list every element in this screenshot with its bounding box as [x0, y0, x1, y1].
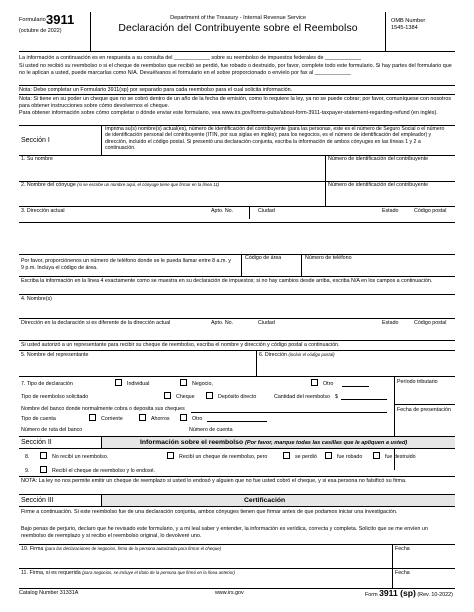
divider [19, 476, 455, 477]
divider [19, 294, 455, 295]
divider [301, 254, 302, 276]
divider [256, 350, 257, 376]
refund-amount-blank[interactable] [341, 399, 387, 400]
form-title-block [91, 12, 385, 52]
individual-checkbox[interactable] [115, 379, 122, 386]
line-3-city-label: Ciudad [258, 208, 275, 214]
other-account-checkbox[interactable] [180, 414, 187, 421]
section-1-instructions: Imprima su(s) nombre(s) actual(es), número de identificación del contribuyente (para las personas, este es el número de Seguro Social o el número de identificación personal del contribuyente (ITIN, por sus siglas en inglés); para los negocios, es el número de identificación del empleador) y dirección, incluido el código postal. Si presentó una declaración conjunta, escriba la información de ambos cónyuges en las líneas 1 y 2 a continuación. [105, 126, 445, 152]
tax-period-label: Período tributario [397, 379, 438, 385]
line-3-address-label: 3. Dirección actual [21, 208, 65, 214]
business-checkbox[interactable] [180, 379, 187, 386]
destroyed-label: fue destruido [385, 454, 416, 460]
individual-option-label: Individual [127, 381, 150, 387]
stolen-checkbox[interactable] [325, 452, 332, 459]
stolen-label: fue robado [337, 454, 363, 460]
other-return-checkbox[interactable] [311, 379, 318, 386]
divider [19, 506, 455, 507]
return-address-label: Dirección en la declaración si es diferente de la dirección actual [21, 320, 171, 326]
form-header [19, 12, 455, 52]
checking-checkbox[interactable] [89, 414, 96, 421]
check-option-label: Cheque [176, 394, 195, 400]
form-date: (octubre de 2022) [19, 28, 62, 34]
line-10-date-label: Fecha [395, 546, 410, 552]
section-3-heading: Sección III [21, 497, 54, 504]
line-3-zip-label: Código postal [414, 208, 447, 214]
divider [241, 254, 242, 276]
lost-label: se perdió [295, 454, 317, 460]
divider [101, 436, 102, 448]
section-2-note: NOTA: La ley no nos permite emitir un cheque de reemplazo si usted lo endosó y alguien que no fue usted cobró el cheque, y si esa persona no falsificó su firma. [21, 478, 407, 484]
return-state-label: Estado [382, 320, 399, 326]
form-title: Declaración del Contribuyente sobre el Reembolso [118, 22, 358, 34]
divider [19, 350, 455, 351]
no-refund-checkbox[interactable] [40, 452, 47, 459]
section-3-text-1: Firme a continuación. Si este reembolso fue de una declaración conjunta, ambos cónyuges tienen que firmar antes de que podamos iniciar una investigación. [21, 509, 398, 515]
line-8-number: 8. [25, 454, 30, 460]
intro-note-1: Nota: Debe completar un Formulario 3911(sp) por separado para cada reembolso para el cual solicita información. [19, 87, 293, 93]
line-4-names-label: 4. Nombre(s) [21, 296, 52, 302]
other-return-blank[interactable] [342, 386, 369, 387]
line-6-address-label: 6. Dirección (incluir el código postal) [259, 352, 335, 358]
agency-name: Department of the Treasury - Internal Revenue Service [170, 15, 306, 21]
form-number: 3911 [46, 12, 75, 27]
representative-instructions: Si usted autorizó a un representante para recibir su cheque de reembolso, escriba el nombre y dirección y código postal a continuación. [21, 342, 340, 348]
divider [19, 568, 455, 569]
endorsed-checkbox[interactable] [40, 466, 47, 473]
intro-line-2: Si usted no recibió su reembolso o si el cheque de reembolso que recibió se perdió, fue robado o destruido, por favor, complete todo este formulario. Si hay partes del formulario que no le aplican a usted, puede marcarlas como N/A. Devuélvanos el formulario en el sobre proporcionado o envíelo por fax al ____________ [19, 63, 452, 76]
return-apt-label: Apto. No. [211, 320, 234, 326]
direct-deposit-option-label: Depósito directo [218, 394, 257, 400]
section-1-heading: Sección I [21, 137, 50, 144]
line-5-representative-label: 5. Nombre del representante [21, 352, 89, 358]
catalog-number: Catalog Number 31331A [19, 590, 79, 596]
filing-date-label: Fecha de presentación [397, 407, 451, 413]
line-4-instructions: Escriba la información en la línea 4 exactamente como se muestra en su declaración de impuestos; si no hay cambios desde arriba, escriba N/A en los campos a continuación. [21, 278, 433, 284]
intro-note-2: Nota: Si tiene en su poder un cheque que no se cobró dentro de un año de la fecha de emisión, como lo requiere la ley, ya no se puede cobrar; por favor, comuníquese con nosotros para obtener instrucciones sobre cómo devolvernos el cheque. [19, 96, 452, 109]
section-3-title: Certificación [244, 497, 286, 504]
other-account-blank[interactable] [207, 421, 267, 422]
divider [394, 404, 455, 405]
omb-block [385, 12, 455, 52]
line-10-signature-label: 10. Firma (para las declaraciones de negocios, firma de la persona autorizada para firmar el cheque) [21, 546, 222, 552]
form-id-block [19, 12, 91, 52]
footer-form-id: Form 3911 (sp) (Rev. 10-2022) [365, 588, 453, 598]
received-refund-label: Recibí un cheque de reembolso, pero [179, 454, 268, 460]
refund-amount-sign: $ [335, 394, 338, 400]
savings-checkbox[interactable] [139, 414, 146, 421]
bank-name-blank[interactable] [191, 412, 387, 413]
destroyed-checkbox[interactable] [373, 452, 380, 459]
business-option-label: Negocio, [192, 381, 213, 387]
refund-amount-label: Cantidad del reembolso [274, 394, 330, 400]
line-1-name-label: 1. Su nombre [21, 156, 53, 162]
divider [19, 85, 455, 86]
lost-checkbox[interactable] [283, 452, 290, 459]
divider [19, 276, 455, 277]
other-return-option-label: Otro [323, 381, 334, 387]
divider [101, 125, 102, 155]
divider [19, 254, 455, 255]
return-city-label: Ciudad [258, 320, 275, 326]
phone-instructions: Por favor, proporciónenos un número de teléfono donde se le pueda llamar entre 8 a.m. y 9 p.m. Incluya el código de área. [21, 258, 231, 271]
omb-number: 1545-1384 [391, 24, 418, 31]
form-page [19, 12, 455, 602]
line-3-state-label: Estado [382, 208, 399, 214]
line-7-return-type-label: 7. Tipo de declaración [21, 381, 73, 387]
omb-label: OMB Number [391, 18, 426, 24]
intro-note-3: Para obtener información sobre cómo completar o dónde enviar este formulario, vea www.irs.gov/forms-pubs/about-form-3911-taxpayer-statement-regarding-refund (en inglés). [19, 110, 438, 116]
account-number-label: Número de cuenta [189, 427, 233, 433]
refund-type-label: Tipo de reembolso solicitado [21, 394, 89, 400]
savings-option-label: Ahorros [151, 416, 170, 422]
endorsed-label: Recibí el cheque de reembolso y lo endosé. [52, 468, 156, 474]
divider [19, 340, 455, 341]
other-account-option-label: Otro [192, 416, 203, 422]
check-refund-checkbox[interactable] [164, 392, 171, 399]
section-2-heading: Sección II [21, 439, 52, 446]
line-3-apt-label: Apto. No. [211, 208, 234, 214]
line-9-number: 9. [25, 468, 30, 474]
direct-deposit-checkbox[interactable] [206, 392, 213, 399]
section-3-text-2: Bajo penas de perjurio, declaro que he revisado este formulario, y a mi leal saber y entender, la información es verídica, correcta y completa. Solicito que se me envíen un reembolso de reemplazo y si recibo el reembolso original, lo devolveré uno. [21, 526, 428, 539]
routing-number-label: Número de ruta del banco [21, 427, 83, 433]
divider [19, 94, 455, 95]
divider [19, 222, 455, 223]
divider [19, 448, 455, 449]
divider [392, 544, 393, 588]
line-11-date-label: Fecha [395, 570, 410, 576]
line-2-spouse-label: 2. Nombre del cónyuge (si se escribe un nombre aquí, el cónyuge tiene que firmar en la línea 11) [21, 182, 220, 188]
area-code-label: Código de área [245, 255, 282, 261]
divider [19, 544, 455, 545]
divider [249, 206, 250, 219]
section-2-title: Información sobre el reembolso (Por favor, marque todas las casillas que le apliquen a usted) [140, 439, 408, 446]
no-refund-label: No recibí un reembolso. [52, 454, 109, 460]
account-type-label: Tipo de cuenta [21, 416, 56, 422]
line-2-tin-label: Número de identificación del contribuyente [328, 182, 429, 188]
divider [19, 318, 455, 319]
checking-option-label: Corriente [101, 416, 123, 422]
phone-number-label: Número de teléfono [305, 255, 352, 261]
divider [19, 206, 455, 207]
bank-name-label: Nombre del banco donde normalmente cobra o deposita sus cheques [21, 406, 185, 412]
form-word: Formulario [19, 17, 46, 23]
received-refund-checkbox[interactable] [167, 452, 174, 459]
divider [19, 376, 455, 377]
return-zip-label: Código postal [414, 320, 447, 326]
divider [101, 494, 102, 506]
irs-website: www.irs.gov [215, 590, 244, 596]
line-1-tin-label: Número de identificación del contribuyente [328, 156, 429, 162]
intro-line-1: La información a continuación es en respuesta a su consulta del ____________ sobre su reembolso de impuestos federales de ____________ [19, 55, 361, 61]
line-11-signature-label: 11. Firma, si es requerida (para negocios, se incluye el título de la persona que firmó en la línea anterior) [21, 570, 235, 576]
